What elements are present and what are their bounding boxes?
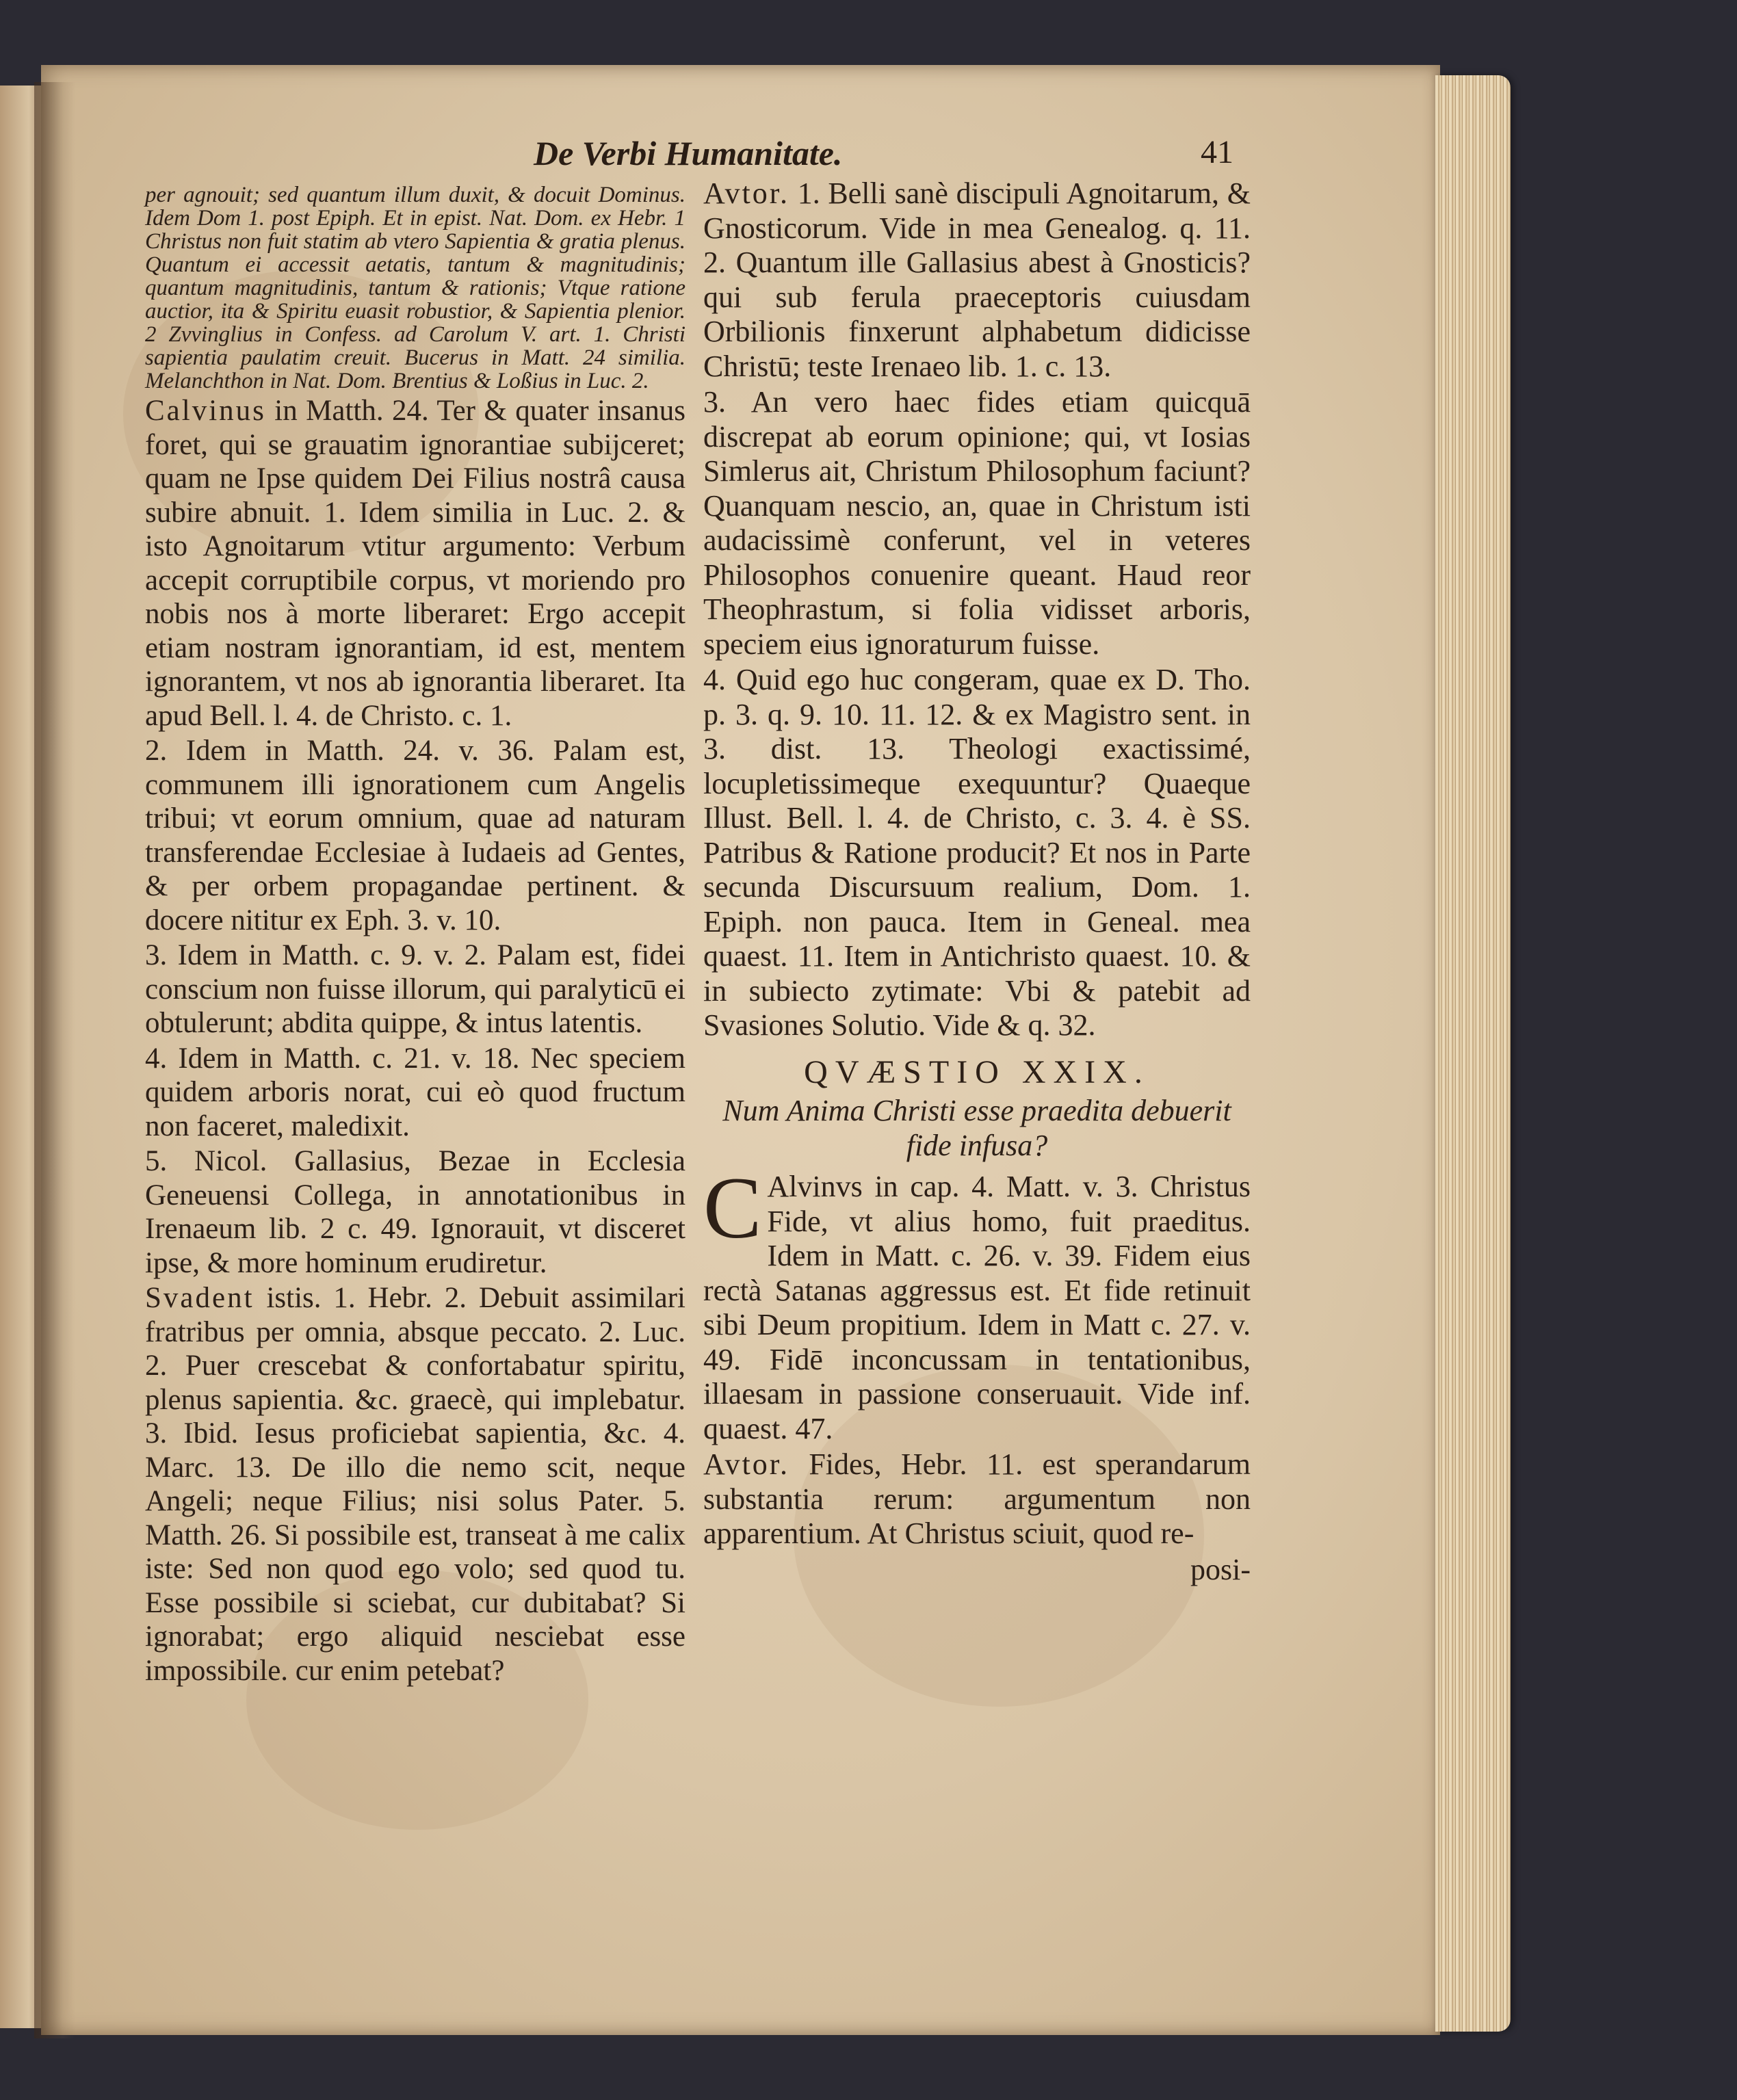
autor2-text: Fides, Hebr. 11. est sperandarum substantia rerum: argumentum non apparentium. At Christus sciuit, quod re- [703,1447,1251,1550]
paragraph-autor [703,176,1251,384]
question-heading: QVÆSTIO XXIX. [804,1053,1150,1090]
suadent-text: istis. 1. Hebr. 2. Debuit assimilari fratribus per omnia, absque peccato. 2. Luc. 2. Puer crescebat & confortabatur spiritu, plenus sapientia. &c. graecè, qui implebatur. 3. Ibid. Iesus proficiebat sapientia, &c. 4. Marc. 13. De illo die nemo scit, neque Angeli; neque Filius; nisi solus Pater. 5. Matth. 26. Si possibile est, transeat à me calix iste: Sed non quod ego volo; sed quod tu. Esse possibile si sciebat, cur dubitabat? Si ignorabat; ergo aliquid nesciebat esse impossibile. cur enim petebat? [145,1282,685,1687]
paragraph-4: 4. Idem in Matth. c. 21. v. 18. Nec speciem quidem arboris norat, cui eò quod fructum non faceret, maledixit. [145,1042,685,1142]
running-head: De Verbi Humanitate. [534,134,843,172]
paragraph-calvinus-right [703,1159,1251,1446]
calvinus-text: in Matth. 24. Ter & quater insanus foret, qui se grauatim ignorantiae subijceret; quam ne Ipse quidem Dei Filius nostrâ causa subire abnuit. 1. Idem similia in Luc. 2. & isto Agnoitarum vtitur argumento: Verbum accepit corruptibile corpus, vt moriendo pro nobis nos à morte liberaret: Ergo accepit etiam nostram ignorantiam, id est, mentem ignorantem, vt nos ab ignorantia liberaret. Ita apud Bell. l. 4. de Christo. c. 1. [145,395,686,732]
autor-lead: Avtor. [703,176,789,210]
paragraph-calvinus [145,394,685,733]
calvinus-lead: Calvinus [145,395,266,427]
paragraph-4-right: 4. Quid ego huc congeram, quae ex D. Tho. p. 3. q. 9. 10. 11. 12. & ex Magistro sent. in 3. dist. 13. Theologi exactissimé, locupletissimeque exequuntur? Quaeque Illust. Bell. l. 4. de Christo, c. 3. 4. è SS. Patribus & Ratione producit? Et nos in Parte secunda Discursuum realium, Dom. 1. Epiph. non pauca. Item in Geneal. mea quaest. 11. Item in Antichristo quaest. 10. & in subiecto zytimate: Vbi & patebit ad Svasiones Solutio. Vide & q. 32. [703,663,1251,1042]
paragraph-5: 5. Nicol. Gallasius, Bezae in Ecclesia Geneuensi Collega, in annotationibus in Irenaeum lib. 2 c. 49. Ignorauit, vt disceret ipse, & more hominum erudiretur. [145,1145,685,1279]
book-gutter [34,82,75,2038]
paragraph-autor-2 [703,1447,1251,1551]
right-column [703,176,1251,1989]
autor2-lead: Avtor. [703,1447,789,1481]
paragraph-2: 2. Idem in Matth. 24. v. 36. Palam est, communem illi ignorationem cum Angelis tribui; vt eorum omnium, quae ad naturam transferendae Ecclesiae à Iudaeis ad Gentes, & per orbem propagandae pertinent. & docere nititur ex Eph. 3. v. 10. [145,735,685,936]
marginal-note: per agnouit; sed quantum illum duxit, & docuit Dominus. Idem Dom 1. post Epiph. Et in epist. Nat. Dom. ex Hebr. 1 Christus non fuit statim ab vtero Sapientia & gratia plenus. Quantum ei accessit aetatis, tantum & magnitudinis; quantum magnitudinis, tantum & rationis; Vtque ratione auctior, ita & Spiritu euasit robustior, & Sapientia plenior. 2 Zvvinglius in Confess. ad Carolum V. art. 1. Christi sapientia paulatim creuit. Bucerus in Matt. 24 similia. Melanchthon in Nat. Dom. Brentius & Loßius in Luc. 2. [145,183,685,393]
paragraph-3: 3. Idem in Matth. c. 9. v. 2. Palam est, fidei conscium non fuisse illorum, qui paralyticū ei obtulerunt; abdita quippe, & intus latentis. [145,939,685,1039]
page-edges [1435,75,1511,2032]
suadent-lead: Svadent [145,1282,254,1314]
drop-cap: C [703,1159,762,1257]
catchword: posi- [1190,1552,1251,1586]
paragraph-suadent [145,1281,685,1688]
left-column [145,183,685,1934]
paragraph-3-right: 3. An vero haec fides etiam quicquā discrepat ab eorum opinione; qui, vt Iosias Simlerus ait, Christum Philosophum faciunt? Quanquam nescio, an, quae in Christum isti audacissimè conferunt, vel in veteres Philosophos conuenire queant. Haud reor Theophrastum, si folia vidisset arboris, speciem eius ignoraturum fuisse. [703,385,1251,661]
autor-text: 1. Belli sanè discipuli Agnoitarum, & Gnosticorum. Vide in mea Genealog. q. 11. 2. Quantum ille Gallasius abest à Gnosticis? qui sub ferula praeceptoris cuiusdam Orbilionis finxerunt alphabetum didicisse Christū; teste Irenaeo lib. 1. c. 13. [703,176,1251,383]
page-number: 41 [1201,134,1233,170]
calvinus-right-text: Alvinvs in cap. 4. Matt. v. 3. Christus Fide, vt alius homo, fuit praeditus. Idem in Matt. c. 26. v. 39. Fidem eius rectà Satanas aggressus est. Et fide retinuit sibi Deum propitium. Idem in Matt c. 27. v. 49. Fidē inconcussam in tentationibus, illaesam in passione conseruauit. Vide inf. quaest. 47. [703,1170,1251,1445]
question-title: Num Anima Christi esse praedita debuerit fide infusa? [722,1094,1231,1162]
